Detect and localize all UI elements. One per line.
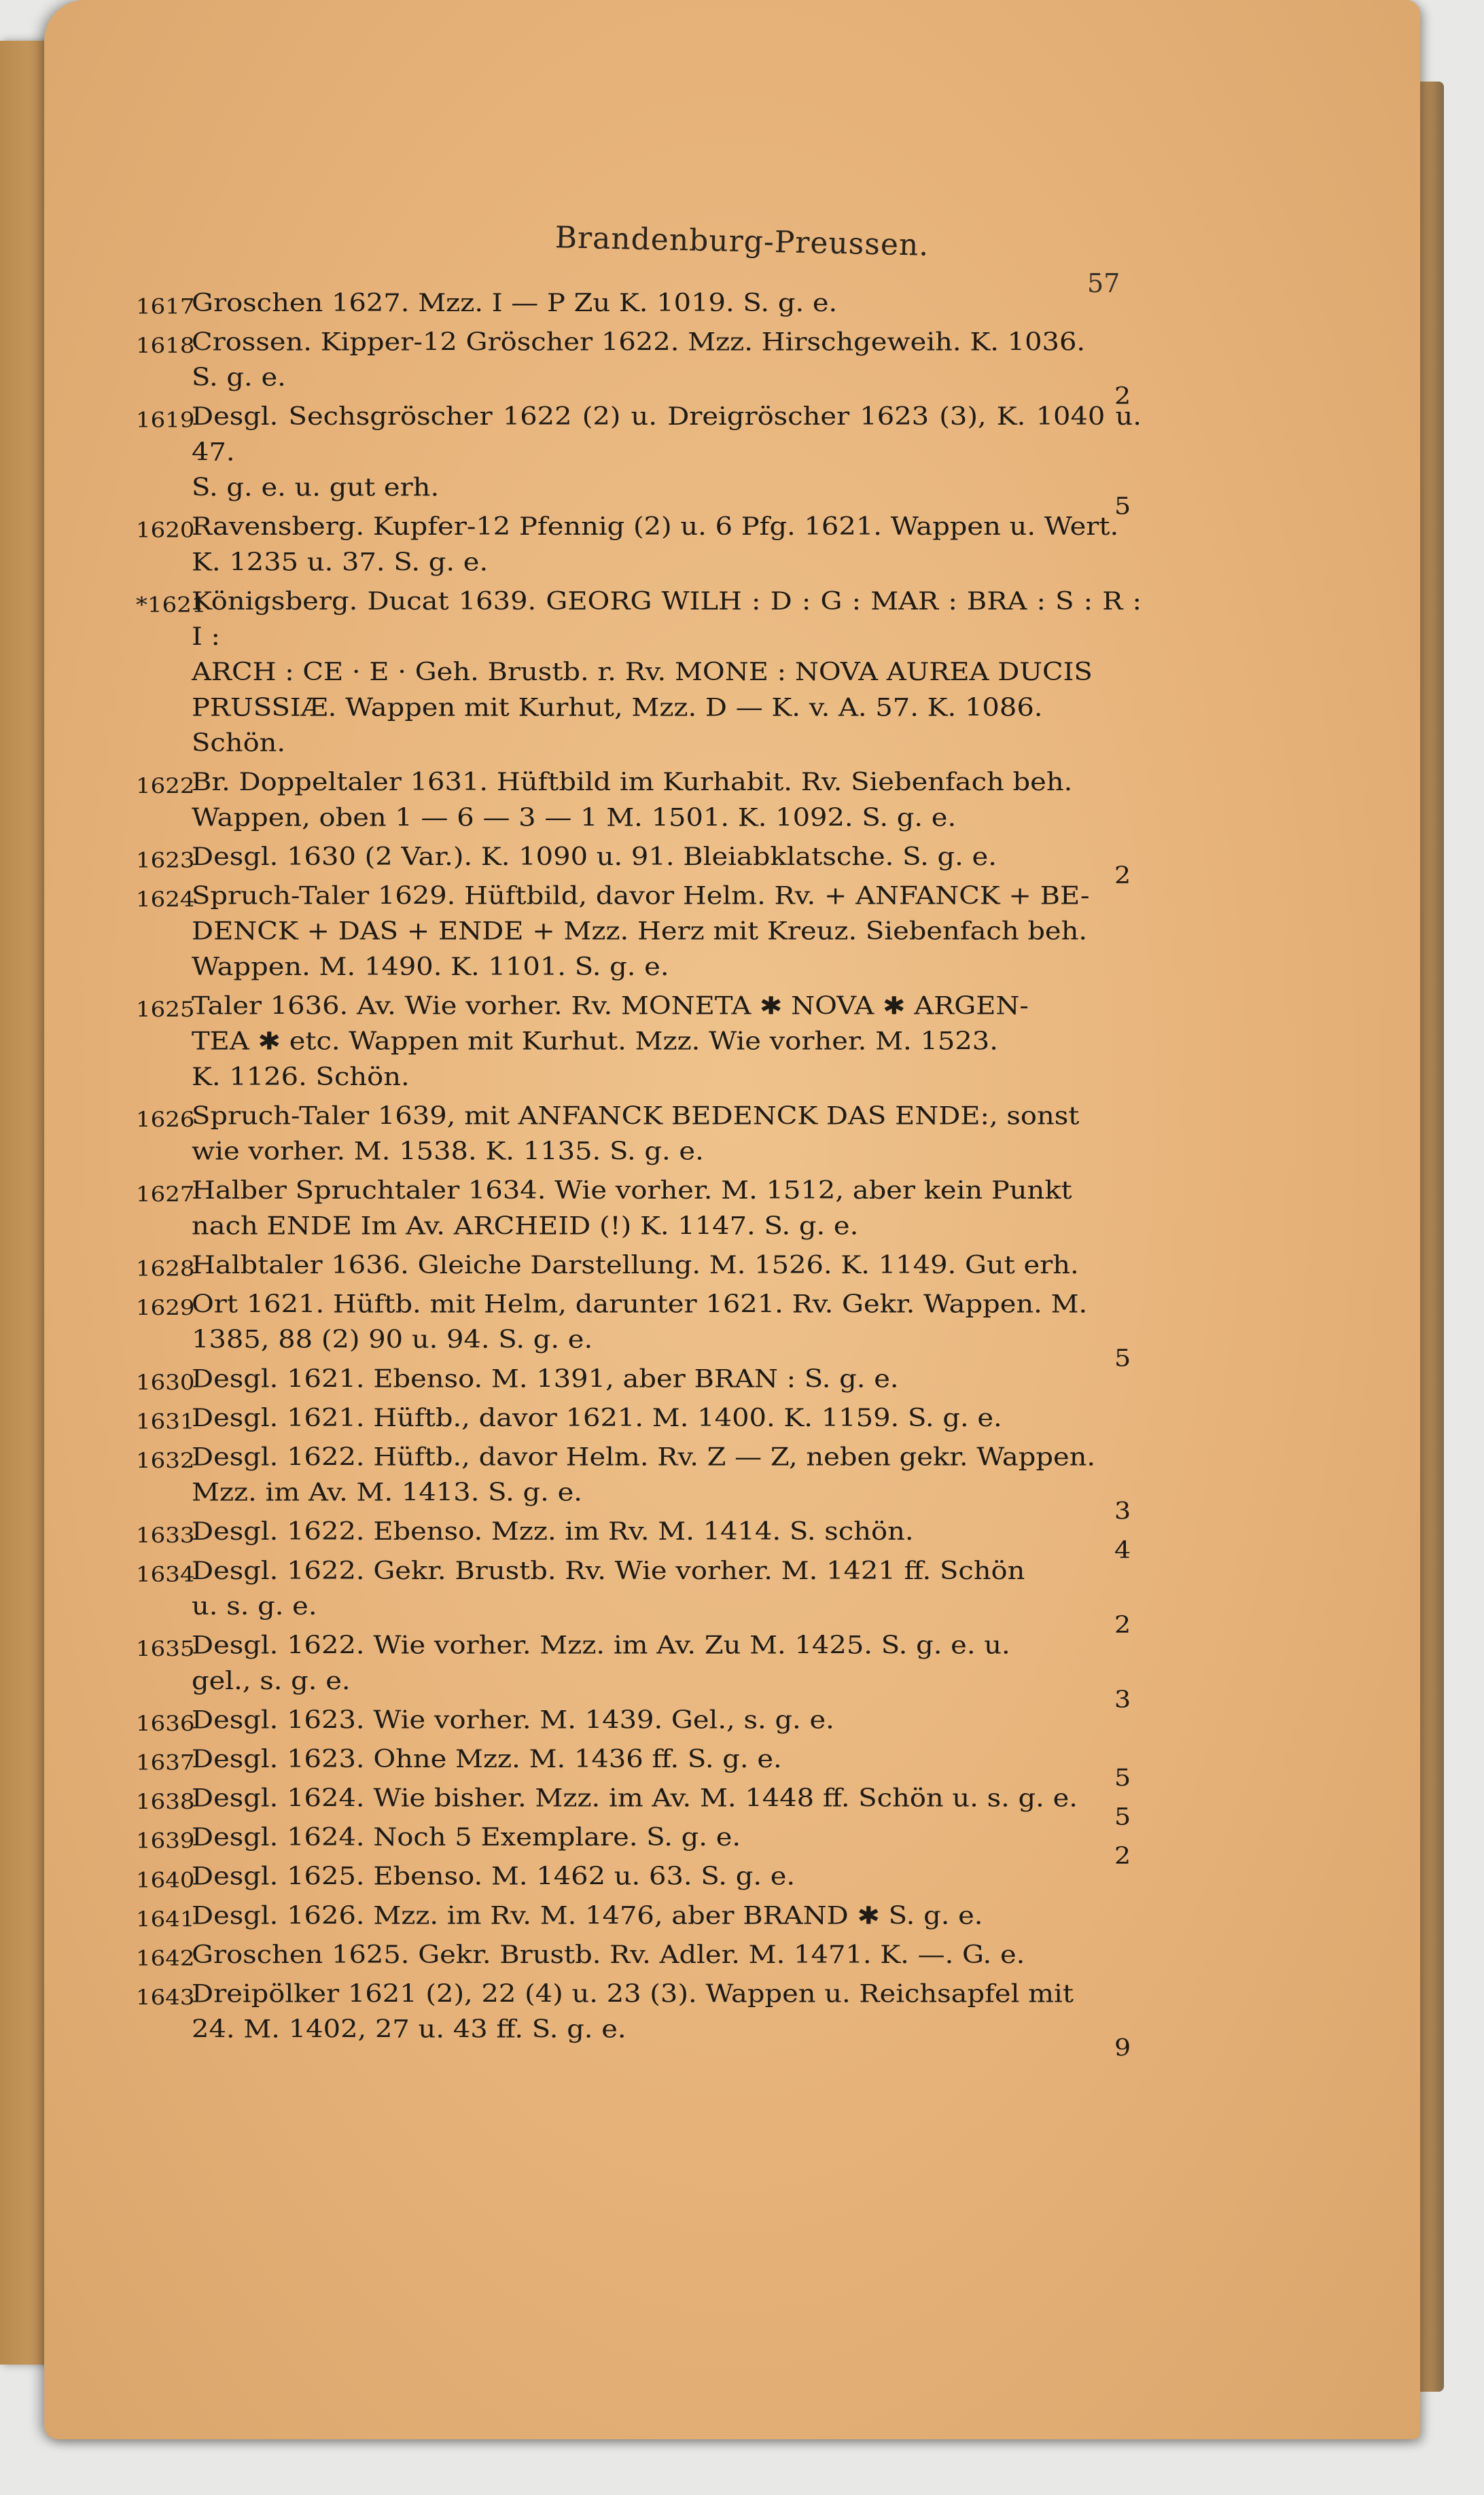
entry-value: 5 bbox=[1114, 1764, 1131, 1792]
entry-number: 1639 bbox=[136, 1828, 195, 1854]
entry-description: Halber Spruchtaler 1634. Wie vorher. M. 1512, aber kein Punkt nach ENDE Im Av. ARCHEID (!) K. 1147. S. g. e. bbox=[192, 1176, 1072, 1241]
entry-number: 1635 bbox=[136, 1637, 195, 1662]
catalog-entry bbox=[136, 1362, 1142, 1397]
page-number: 57 bbox=[1087, 268, 1120, 298]
catalog-entry bbox=[136, 1977, 1142, 2062]
catalog-entry bbox=[136, 1859, 1142, 1894]
entry-number: 1634 bbox=[136, 1562, 195, 1587]
catalog-entry bbox=[136, 1514, 1142, 1564]
entry-number: 1631 bbox=[136, 1409, 195, 1434]
entry-description: Ort 1621. Hüftb. mit Helm, darunter 1621. Rv. Gekr. Wappen. M. 1385, 88 (2) 90 u. 94. S. g. e. bbox=[192, 1290, 1088, 1354]
entry-number: 1623 bbox=[136, 848, 195, 873]
entry-value: 5 bbox=[1114, 493, 1131, 520]
catalog-entry bbox=[136, 1628, 1142, 1713]
entry-description: Desgl. 1622. Gekr. Brustb. Rv. Wie vorher. M. 1421 ff. Schön u. s. g. e. bbox=[192, 1557, 1025, 1621]
entry-number: 1638 bbox=[136, 1790, 195, 1815]
page-header: Brandenburg-Preussen. bbox=[554, 220, 930, 263]
entry-number: 1618 bbox=[136, 334, 195, 359]
catalog-entry bbox=[136, 1400, 1142, 1436]
entry-number: 1640 bbox=[136, 1868, 195, 1893]
catalog-entry bbox=[136, 1937, 1142, 1972]
catalog-entry bbox=[136, 1173, 1142, 1243]
entry-number: 1625 bbox=[136, 997, 195, 1023]
entry-description: Spruch-Taler 1629. Hüftbild, davor Helm. Rv. + ANFANCK + BE- DENCK + DAS + ENDE + Mzz. Herz mit Kreuz. Siebenfach beh. Wappen. M. 1490. K. 1101. S. g. e. bbox=[192, 882, 1090, 981]
entry-value: 9 bbox=[1114, 2034, 1131, 2062]
entry-number: 1643 bbox=[136, 1985, 195, 2011]
entry-number: 1628 bbox=[136, 1256, 195, 1281]
entry-value: 4 bbox=[1114, 1536, 1131, 1564]
entry-value: 2 bbox=[1114, 862, 1131, 889]
entry-number: 1619 bbox=[136, 408, 195, 433]
catalog-entry bbox=[136, 1781, 1142, 1830]
entry-value: 2 bbox=[1114, 1842, 1131, 1870]
catalog-entry bbox=[136, 584, 1142, 761]
entry-value: 5 bbox=[1114, 1803, 1131, 1830]
entry-number: 1637 bbox=[136, 1750, 195, 1775]
entry-description: Desgl. 1623. Wie vorher. M. 1439. Gel., s. g. e. bbox=[192, 1705, 834, 1735]
entry-description: Desgl. 1621. Hüftb., davor 1621. M. 1400. K. 1159. S. g. e. bbox=[192, 1404, 1002, 1432]
entry-number: 1627 bbox=[136, 1182, 195, 1207]
catalog-entry bbox=[136, 764, 1142, 835]
entry-description: Br. Doppeltaler 1631. Hüftbild im Kurhabit. Rv. Siebenfach beh. Wappen, oben 1 — 6 — 3 — 1 M. 1501. K. 1092. S. g. e. bbox=[192, 768, 1073, 832]
entry-number: 1633 bbox=[136, 1523, 195, 1548]
catalog-entry bbox=[136, 325, 1142, 410]
entry-description: Desgl. 1625. Ebenso. M. 1462 u. 63. S. g. e. bbox=[192, 1862, 796, 1891]
entry-value: 3 bbox=[1114, 1498, 1131, 1525]
page-stack-edge bbox=[1417, 82, 1444, 2392]
catalog-entry bbox=[136, 1703, 1142, 1738]
catalog-entries bbox=[136, 285, 1142, 2062]
catalog-entry bbox=[136, 1553, 1142, 1639]
entry-number: 1620 bbox=[136, 518, 195, 543]
catalog-entry bbox=[136, 989, 1142, 1095]
entry-value: 5 bbox=[1114, 1345, 1131, 1372]
entry-number: 1629 bbox=[136, 1296, 195, 1321]
entry-number: 1617 bbox=[136, 294, 195, 319]
entry-number: 1642 bbox=[136, 1946, 195, 1971]
entry-value: 2 bbox=[1114, 383, 1131, 410]
entry-description: Ravensberg. Kupfer-12 Pfennig (2) u. 6 Pfg. 1621. Wappen u. Wert. K. 1235 u. 37. S. g. e. bbox=[192, 512, 1119, 577]
entry-value: 3 bbox=[1114, 1686, 1131, 1713]
entry-description: Groschen 1625. Gekr. Brustb. Rv. Adler. M. 1471. K. —. G. e. bbox=[192, 1941, 1025, 1969]
entry-description: Halbtaler 1636. Gleiche Darstellung. M. 1526. K. 1149. Gut erh. bbox=[192, 1251, 1079, 1279]
entry-description: Spruch-Taler 1639, mit ANFANCK BEDENCK DAS ENDE:, sonst wie vorher. M. 1538. K. 1135. S. g. e. bbox=[192, 1102, 1080, 1166]
entry-description: Dreipölker 1621 (2), 22 (4) u. 23 (3). Wappen u. Reichsapfel mit 24. M. 1402, 27 u. 43 ff. S. g. e. bbox=[192, 1980, 1074, 2044]
catalog-entry bbox=[136, 879, 1142, 985]
entry-number: *1621 bbox=[136, 592, 207, 618]
entry-number: 1626 bbox=[136, 1108, 195, 1133]
entry-description: Königsberg. Ducat 1639. GEORG WILH : D : G : MAR : BRA : S : R : I : ARCH : CE · E · Geh. Brustb. r. Rv. MONE : NOVA AUREA DUCIS PRUSSIÆ. Wappen mit Kurhut, Mzz. D — K. v. A. 57. K. 1086. Schön. bbox=[192, 587, 1142, 758]
catalog-entry bbox=[136, 1099, 1142, 1169]
entry-number: 1632 bbox=[136, 1449, 195, 1474]
entry-value: 2 bbox=[1114, 1611, 1131, 1639]
entry-number: 1636 bbox=[136, 1712, 195, 1737]
entry-description: Desgl. 1623. Ohne Mzz. M. 1436 ff. S. g. e. bbox=[192, 1745, 782, 1773]
catalog-entry bbox=[136, 285, 1142, 321]
entry-number: 1622 bbox=[136, 773, 195, 798]
entry-description: Desgl. 1622. Wie vorher. Mzz. im Av. Zu M. 1425. S. g. e. u. gel., s. g. e. bbox=[192, 1631, 1010, 1695]
entry-description: Desgl. 1622. Ebenso. Mzz. im Rv. M. 1414. S. schön. bbox=[192, 1517, 914, 1546]
entry-description: Desgl. 1622. Hüftb., davor Helm. Rv. Z — Z, neben gekr. Wappen. Mzz. im Av. M. 1413. S. g. e. bbox=[192, 1443, 1096, 1507]
entry-description: Desgl. 1630 (2 Var.). K. 1090 u. 91. Bleiabklatsche. S. g. e. bbox=[192, 843, 997, 871]
catalog-entry bbox=[136, 399, 1142, 520]
entry-description: Desgl. 1624. Noch 5 Exemplare. S. g. e. bbox=[192, 1823, 741, 1852]
catalog-entry bbox=[136, 1440, 1142, 1525]
entry-description: Desgl. 1621. Ebenso. M. 1391, aber BRAN : S. g. e. bbox=[192, 1364, 899, 1394]
entry-description: Crossen. Kipper-12 Gröscher 1622. Mzz. Hirschgeweih. K. 1036. S. g. e. bbox=[192, 328, 1086, 392]
entry-description: Desgl. 1624. Wie bisher. Mzz. im Av. M. 1448 ff. Schön u. s. g. e. bbox=[192, 1784, 1078, 1813]
catalog-entry bbox=[136, 1820, 1142, 1870]
entry-description: Taler 1636. Av. Wie vorher. Rv. MONETA ✱ NOVA ✱ ARGEN- TEA ✱ etc. Wappen mit Kurhut. Mzz. Wie vorher. M. 1523. K. 1126. Schön. bbox=[192, 992, 1029, 1091]
catalog-entry bbox=[136, 1898, 1142, 1933]
catalog-entry bbox=[136, 1741, 1142, 1792]
catalog-entry bbox=[136, 839, 1142, 889]
entry-number: 1641 bbox=[136, 1907, 195, 1932]
catalog-entry bbox=[136, 509, 1142, 580]
entry-number: 1630 bbox=[136, 1370, 195, 1396]
entry-description: Desgl. Sechsgröscher 1622 (2) u. Dreigröscher 1623 (3), K. 1040 u. 47. S. g. e. u. gut erh. bbox=[192, 402, 1142, 502]
catalog-entry bbox=[136, 1287, 1142, 1372]
entry-number: 1624 bbox=[136, 887, 195, 913]
catalog-entry bbox=[136, 1248, 1142, 1283]
entry-description: Desgl. 1626. Mzz. im Rv. M. 1476, aber BRAND ✱ S. g. e. bbox=[192, 1901, 983, 1930]
entry-description: Groschen 1627. Mzz. I — P Zu K. 1019. S. g. e. bbox=[192, 289, 838, 317]
